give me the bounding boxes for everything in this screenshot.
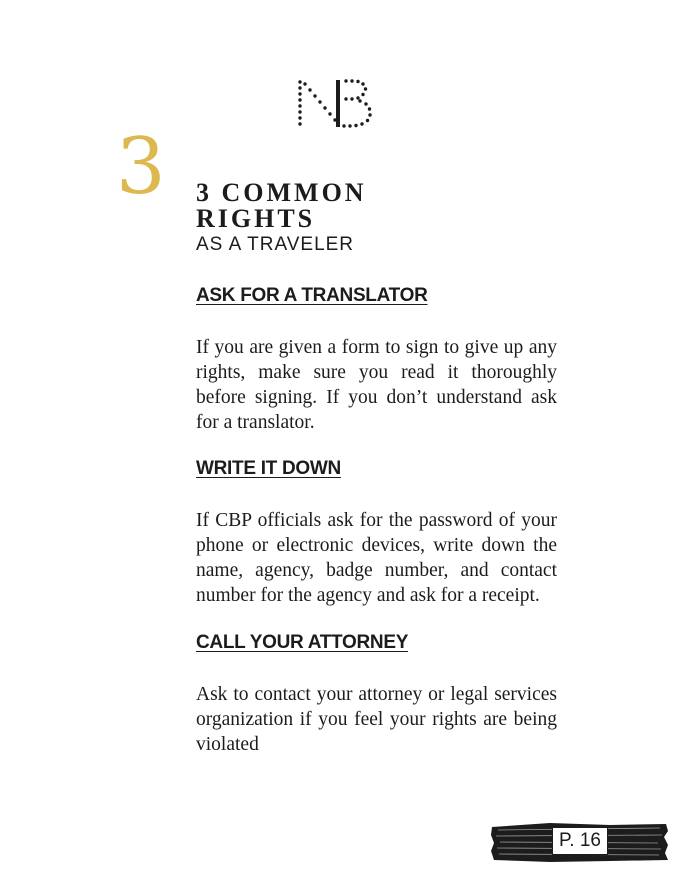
section-write-it-down <box>196 458 557 608</box>
chapter-title: 3 COMMON RIGHTS <box>196 178 367 233</box>
chapter-title-block <box>196 180 576 256</box>
section-heading: CALL YOUR ATTORNEY <box>196 632 409 653</box>
chapter-subtitle: AS A TRAVELER <box>196 234 355 255</box>
nb-logo <box>296 78 378 130</box>
section-body: Ask to contact your attorney or legal services organization if you feel your rights are being violated <box>196 684 557 755</box>
chapter-number: 3 <box>116 122 166 212</box>
section-heading: WRITE IT DOWN <box>196 458 341 479</box>
nb-monogram-logo-icon <box>296 78 378 130</box>
page-number: P. 16 <box>552 827 608 855</box>
section-call-attorney <box>196 632 557 757</box>
section-translator <box>196 285 557 435</box>
section-body: If you are given a form to sign to give up any rights, make sure you read it thoroughly before signing. If you don’t understand ask for a translator. <box>196 337 557 433</box>
page-number-badge <box>490 821 670 863</box>
section-body: If CBP officials ask for the password of your phone or electronic devices, write down the name, agency, badge number, and contact number for the agency and ask for a receipt. <box>196 510 557 606</box>
section-heading: ASK FOR A TRANSLATOR <box>196 285 428 306</box>
